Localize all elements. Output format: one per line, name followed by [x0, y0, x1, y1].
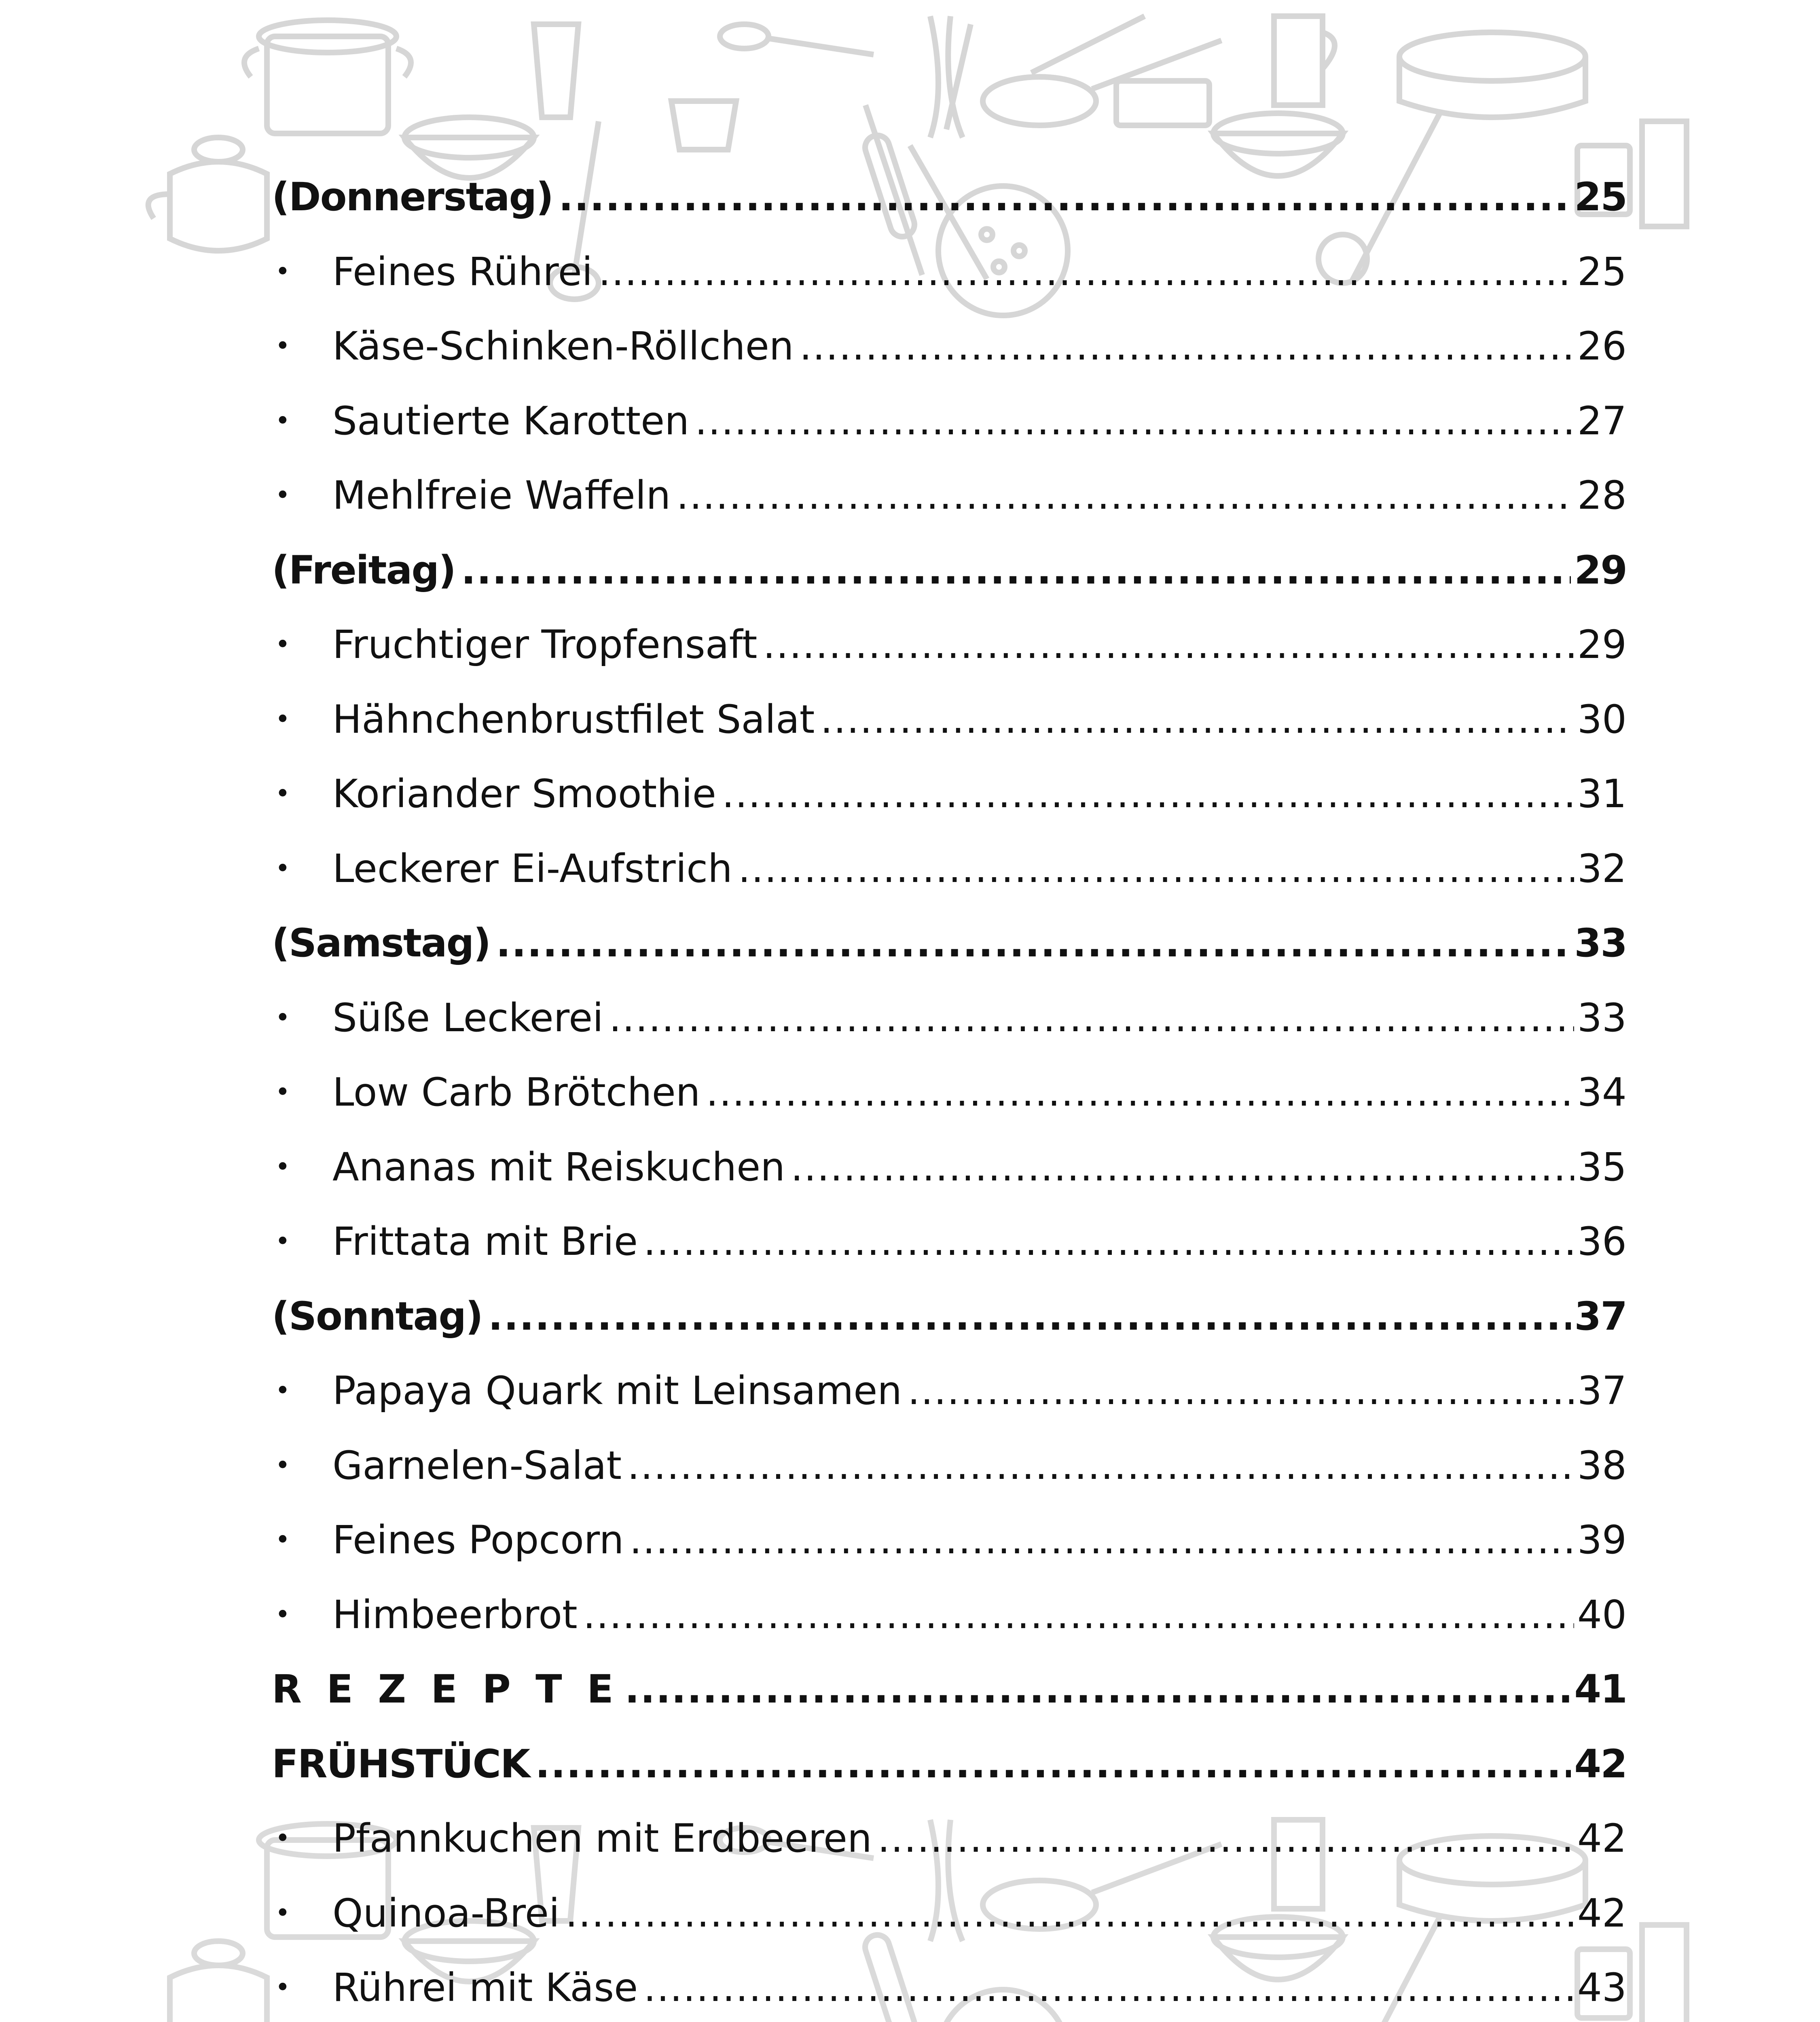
dot-leader: [583, 1595, 1574, 1634]
toc-page-number: 42: [1577, 1816, 1627, 1861]
dot-leader: [676, 476, 1574, 515]
dot-leader: [627, 1446, 1574, 1485]
toc-page-number: 39: [1577, 1517, 1627, 1563]
bullet-icon: •: [275, 1898, 290, 1928]
frying-pan-icon: [983, 40, 1221, 125]
bullet-icon: •: [275, 1599, 290, 1630]
bullet-icon: •: [275, 406, 290, 436]
toc-entry[interactable]: [272, 1578, 1627, 1652]
bullet-icon: •: [275, 853, 290, 884]
bullet-icon: •: [275, 779, 290, 809]
toc-page-number: 30: [1577, 696, 1627, 742]
toc-section-entry[interactable]: [272, 1279, 1627, 1354]
toc-entry[interactable]: [272, 1950, 1627, 2022]
dot-leader: [565, 1894, 1574, 1933]
toc-entry[interactable]: [272, 1503, 1627, 1578]
bullet-icon: •: [275, 331, 290, 362]
toc-section-entry[interactable]: [272, 1652, 1627, 1727]
bullet-icon: •: [275, 1973, 290, 2003]
toc-entry-title: (Donnerstag): [272, 174, 553, 220]
dot-leader: [643, 1222, 1574, 1261]
toc-page-number: 31: [1577, 771, 1627, 817]
toc-page-number: 25: [1577, 249, 1627, 294]
toc-section-entry[interactable]: [272, 160, 1627, 235]
toc-entry[interactable]: [272, 757, 1627, 831]
toc-page-number: 29: [1577, 622, 1627, 668]
dot-leader: [609, 998, 1574, 1037]
toc-entry-title: Quinoa-Brei: [332, 1890, 560, 1936]
toc-entry[interactable]: [272, 384, 1627, 459]
bullet-icon: •: [275, 1077, 290, 1108]
dot-leader: [738, 849, 1574, 888]
toc-page-number: 34: [1577, 1070, 1627, 1115]
springform-pan-icon: [1399, 32, 1585, 117]
cutting-board-icon: [1116, 81, 1209, 125]
toc-entry[interactable]: [272, 1876, 1627, 1951]
toc-page-number: 26: [1577, 324, 1627, 369]
toc-entry-title: Pfannkuchen mit Erdbeeren: [332, 1816, 872, 1861]
dot-leader: [791, 1148, 1574, 1187]
dot-leader: [722, 774, 1574, 813]
toc-entry-title: Käse-Schinken-Röllchen: [332, 324, 794, 369]
toc-entry-title: Frittata mit Brie: [332, 1219, 638, 1265]
toc-entry-title: Himbeerbrot: [332, 1592, 578, 1637]
toc-page-number: 29: [1574, 547, 1627, 593]
bullet-icon: •: [275, 256, 290, 287]
toc-page-number: 37: [1574, 1293, 1627, 1339]
toc-entry[interactable]: [272, 831, 1627, 906]
toc-entry[interactable]: [272, 1354, 1627, 1428]
toc-page-number: 36: [1577, 1219, 1627, 1265]
lidded-pot-icon: [148, 137, 267, 251]
dot-leader: [908, 1371, 1574, 1410]
bullet-icon: •: [275, 630, 290, 660]
bullet-icon: •: [275, 1376, 290, 1406]
toc-entry[interactable]: [272, 1130, 1627, 1205]
toc-entry[interactable]: [272, 682, 1627, 757]
bullet-icon: •: [275, 1450, 290, 1481]
bullet-icon: •: [275, 1525, 290, 1555]
dot-leader: [598, 252, 1574, 291]
toc-entry[interactable]: [272, 1055, 1627, 1130]
toc-page-number: 40: [1577, 1592, 1627, 1637]
toc-entry-title: Hähnchenbrustfilet Salat: [332, 696, 815, 742]
toc-entry-title: Ananas mit Reiskuchen: [332, 1144, 785, 1190]
lidded-pot-icon: [170, 1941, 267, 2022]
toc-entry[interactable]: [272, 458, 1627, 533]
toc-page-number: 25: [1574, 174, 1627, 220]
cooking-pot-icon: [244, 20, 411, 133]
toc-page-number: 41: [1574, 1667, 1627, 1712]
toc-entry[interactable]: [272, 1204, 1627, 1279]
dot-leader: [488, 1297, 1571, 1336]
toc-entry-title: Süße Leckerei: [332, 995, 603, 1041]
toc-page-number: 42: [1574, 1741, 1627, 1787]
grater-icon: [671, 101, 736, 150]
toc-entry-title: R E Z E P T E: [272, 1667, 619, 1712]
toc-entry-title: Rührei mit Käse: [332, 1965, 638, 2011]
toc-page-number: 33: [1574, 920, 1627, 966]
toc-entry-title: Fruchtiger Tropfensaft: [332, 622, 758, 668]
bullet-icon: •: [275, 1823, 290, 1854]
toc-section-entry[interactable]: [272, 906, 1627, 981]
toc-entry-title: (Freitag): [272, 547, 455, 593]
bullet-icon: •: [275, 1227, 290, 1257]
toc-entry-title: FRÜHSTÜCK: [272, 1741, 530, 1787]
glass-icon: [534, 24, 578, 117]
dot-leader: [559, 178, 1571, 216]
toc-section-entry[interactable]: [272, 1727, 1627, 1802]
toc-entry[interactable]: [272, 1428, 1627, 1503]
toc-entry[interactable]: [272, 981, 1627, 1055]
dot-leader: [535, 1745, 1571, 1783]
toc-entry-title: Feines Popcorn: [332, 1517, 624, 1563]
dot-leader: [629, 1521, 1574, 1559]
toc-entry-title: (Samstag): [272, 920, 491, 966]
dot-leader: [878, 1819, 1574, 1858]
dot-leader: [763, 625, 1574, 664]
toc-entry[interactable]: [272, 235, 1627, 309]
dot-leader: [800, 327, 1574, 366]
toc-entry-title: Garnelen-Salat: [332, 1442, 622, 1488]
toc-entry-title: Leckerer Ei-Aufstrich: [332, 846, 732, 891]
toc-entry[interactable]: [272, 1801, 1627, 1876]
toc-entry-title: Feines Rührei: [332, 249, 593, 294]
jug-icon: [1274, 16, 1335, 105]
whisk-icon: [930, 16, 971, 137]
toc-page-number: 28: [1577, 473, 1627, 518]
toc-page-number: 33: [1577, 995, 1627, 1041]
table-of-contents: [272, 160, 1627, 2022]
bullet-icon: •: [275, 1152, 290, 1182]
dot-leader: [695, 402, 1574, 440]
dot-leader: [643, 1968, 1574, 2007]
box-grater-icon: [1642, 121, 1687, 226]
toc-page-number: 27: [1577, 398, 1627, 444]
box-grater-icon: [1642, 1925, 1687, 2022]
toc-section-entry[interactable]: [272, 533, 1627, 608]
bullet-icon: •: [275, 480, 290, 511]
toc-page-number: 37: [1577, 1368, 1627, 1414]
toc-entry-title: Mehlfreie Waffeln: [332, 473, 671, 518]
dot-leader: [820, 700, 1574, 739]
toc-entry-title: Koriander Smoothie: [332, 771, 716, 817]
toc-page-number: 32: [1577, 846, 1627, 891]
toc-entry-title: Low Carb Brötchen: [332, 1070, 700, 1115]
toc-entry[interactable]: [272, 309, 1627, 384]
toc-page-number: 35: [1577, 1144, 1627, 1190]
spoon-icon: [720, 24, 874, 55]
dot-leader: [625, 1670, 1571, 1709]
toc-entry-title: Sautierte Karotten: [332, 398, 690, 444]
dot-leader: [496, 924, 1571, 962]
toc-page-number: 38: [1577, 1442, 1627, 1488]
dot-leader: [461, 551, 1571, 590]
bullet-icon: •: [275, 1003, 290, 1033]
toc-entry-title: Papaya Quark mit Leinsamen: [332, 1368, 902, 1414]
dot-leader: [706, 1073, 1574, 1112]
toc-page-number: 43: [1577, 1965, 1627, 2011]
bullet-icon: •: [275, 704, 290, 734]
toc-page-number: 42: [1577, 1890, 1627, 1936]
toc-entry-title: (Sonntag): [272, 1293, 483, 1339]
toc-entry[interactable]: [272, 607, 1627, 682]
